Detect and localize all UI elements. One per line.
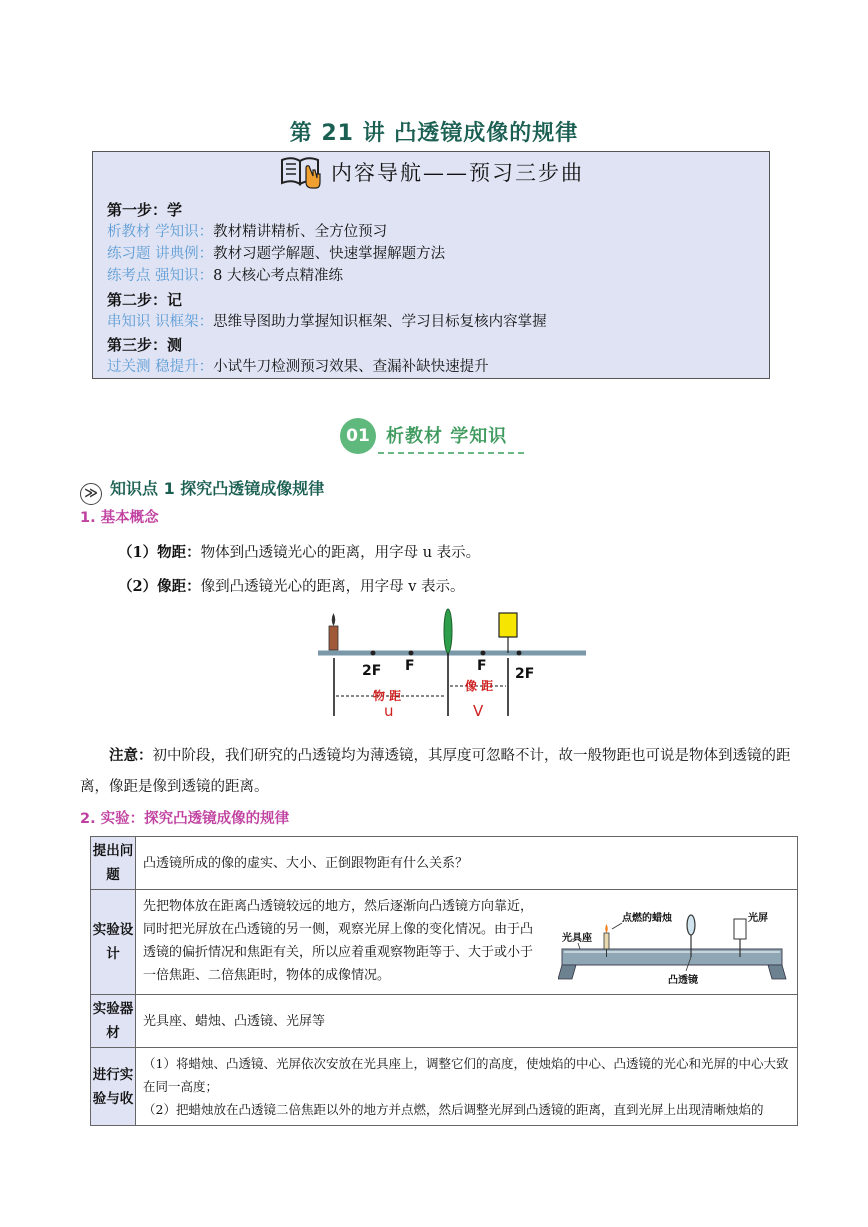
row-content: 凸透镜所成的像的虚实、大小、正倒跟物距有什么关系？ [136,837,798,890]
label-lens: 凸透镜 [668,975,698,986]
label-2f-right: 2F [515,666,535,682]
step-one: 第一步：学 [107,201,183,219]
book-hand-icon [278,154,324,190]
nav-line-text: 教材习题学解题、快速掌握解题方法 [213,246,446,262]
section-badge [340,416,526,456]
procedure-step-2: （2）把蜡烛放在凸透镜二倍焦距以外的地方并点燃，然后调整光屏到凸透镜的距离，直到光屏上出现清晰烛焰的 [143,1102,764,1117]
definition-image-distance [118,575,465,596]
definition-label: （1）物距： [118,544,201,561]
convex-lens [444,609,452,653]
knowledge-point-heading [80,476,324,505]
section-basic-concepts: 1. 基本概念 [80,510,159,526]
flame-icon [332,613,336,626]
section-experiment: 2. 实验：探究凸透镜成像的规律 [80,811,290,827]
page-title: 第 21 讲 凸透镜成像的规律 [289,121,579,146]
focal-point-f-right [481,651,486,656]
nav-heading-text: 内容导航——预习三步曲 [331,161,585,185]
step-two: 第二步：记 [107,291,183,309]
table-row [91,837,798,890]
definition-object-distance [118,541,480,562]
nav-line-text: 思维导图助力掌握知识框架、学习目标复核内容掌握 [213,314,547,330]
label-2f-left: 2F [362,663,382,679]
label-f-right: F [477,658,487,674]
focal-point-2f-left [371,651,376,656]
nav-line-text: 8 大核心考点精准练 [213,268,343,284]
label-screen: 光屏 [748,913,768,924]
focal-point-2f-right [517,651,522,656]
nav-line-key: 串知识 识框架： [107,314,214,330]
chevron-circle-icon: ≫ [80,483,102,505]
procedure-step-1: （1）将蜡烛、凸透镜、光屏依次安放在光具座上，调整它们的高度，使烛焰的中心、凸透镜的光心和光屏的中心大致在同一高度； [143,1056,789,1094]
row-head: 进行实验与收 [91,1048,136,1126]
label-v: V [473,702,484,716]
nav-line-key: 练习题 讲典例： [107,246,214,262]
content-navigation-box [92,151,770,379]
focal-point-f-left [409,651,414,656]
label-f-left: F [405,658,415,674]
table-row [91,890,798,995]
row-head: 实验设计 [91,890,136,995]
nav-line [107,221,387,243]
row-head: 实验器材 [91,995,136,1048]
design-text: 先把物体放在距离凸透镜较远的地方，然后逐渐向凸透镜方向靠近，同时把光屏放在凸透镜的另一侧，观察光屏上像的变化情况。由于凸透镜的偏折情况和焦距有关，所以应着重观察物距等于、大于或小于一倍焦距、二倍焦距时，物体的成像情况。 [143,899,534,983]
nav-line [107,243,445,265]
table-row [91,995,798,1048]
table-row [91,1048,798,1126]
row-content [136,1048,798,1126]
label-candle: 点燃的蜡烛 [622,913,672,924]
nav-line-text: 小试牛刀检测预习效果、查漏补缺快速提升 [213,359,489,375]
step-three: 第三步：测 [107,336,183,354]
label-object-distance: 物 距 [373,689,402,703]
nav-line-key: 练考点 强知识： [107,268,214,284]
nav-heading [93,154,769,198]
nav-line-text: 教材精讲精析、全方位预习 [213,224,388,240]
note-paragraph [80,740,792,803]
label-u: u [384,702,394,716]
nav-line [107,311,547,333]
definition-text: 像到凸透镜光心的距离，用字母 v 表示。 [200,579,465,595]
candle-icon [329,626,338,650]
badge-underline [378,452,524,454]
row-head: 提出问题 [91,837,136,890]
light-screen [499,613,517,637]
label-bench: 光具座 [562,933,592,944]
definition-label: （2）像距： [118,578,201,595]
row-content [136,890,798,995]
note-label: 注意： [109,747,153,764]
knowledge-point-title: 知识点 1 探究凸透镜成像规律 [110,479,325,498]
nav-line [107,356,489,378]
optical-bench-illustration [558,899,790,989]
nav-line-key: 过关测 稳提升： [107,359,214,375]
badge-number: 01 [340,418,376,454]
badge-label: 析教材 学知识 [386,426,508,447]
nav-line-key: 析教材 学知识： [107,224,214,240]
nav-line [107,265,343,287]
experiment-table [90,836,798,1126]
label-image-distance: 像 距 [465,679,494,693]
note-text: 初中阶段，我们研究的凸透镜均为薄透镜，其厚度可忽略不计，故一般物距也可说是物体到透镜的距离，像距是像到透镜的距离。 [80,748,791,795]
lens-distance-diagram [318,608,590,716]
definition-text: 物体到凸透镜光心的距离，用字母 u 表示。 [200,545,481,561]
row-content: 光具座、蜡烛、凸透镜、光屏等 [136,995,798,1048]
